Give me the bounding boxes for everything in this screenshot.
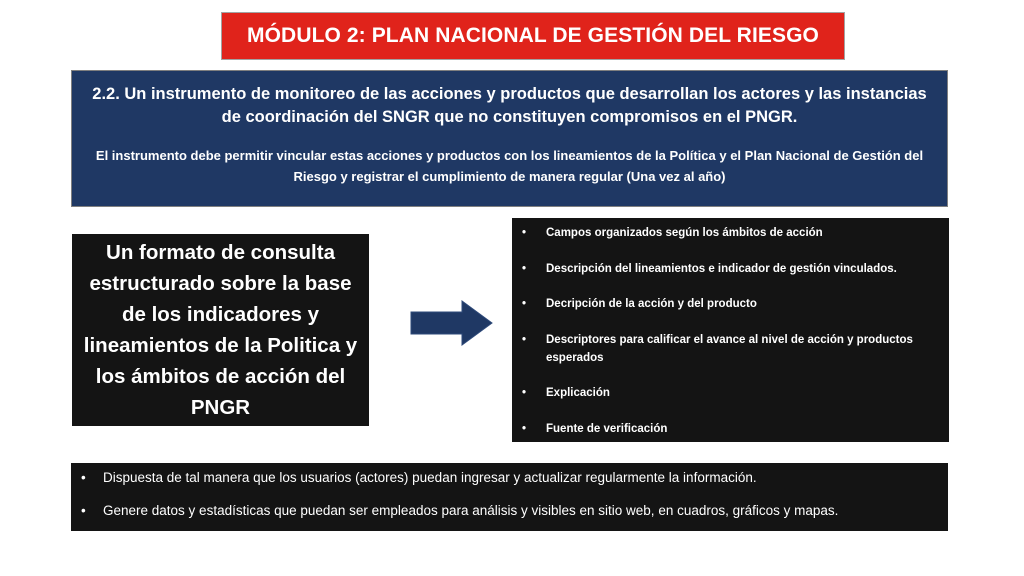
bullet-icon: • [522, 422, 527, 435]
fields-list-panel [512, 218, 949, 442]
bullet-icon: • [522, 262, 527, 275]
bullet-icon: • [81, 470, 86, 485]
list-item: • Campos organizados según los ámbitos de acción [520, 224, 939, 242]
section-body: El instrumento debe permitir vincular estas acciones y productos con los lineamientos de la Política y el Plan Nacional de Gestión del Riesgo y registrar el cumplimiento de manera regular (Una vez al año) [95, 148, 924, 184]
requirements-list [79, 467, 940, 521]
bullet-icon: • [522, 227, 527, 239]
list-item: • Descriptores para calificar el avance al nivel de acción y productos esperados [520, 331, 939, 367]
list-item: • Explicación [520, 384, 939, 402]
consultation-format-text: Un formato de consulta estructurado sobre la base de los indicadores y lineamientos de la Politica y los ámbitos de acción del PNGR [83, 241, 358, 419]
requirements-panel [71, 463, 948, 531]
slide-title-banner [221, 12, 845, 60]
bullet-icon: • [522, 387, 527, 399]
bullet-icon: • [522, 298, 527, 310]
bullet-icon: • [522, 333, 527, 346]
list-item: • Fuente de verificación [520, 420, 939, 438]
list-item: • Genere datos y estadísticas que puedan ser empleados para análisis y visibles en sitio web, en cuadros, gráficos y mapas. [79, 500, 940, 521]
list-item: • Dispuesta de tal manera que los usuarios (actores) puedan ingresar y actualizar regularmente la información. [79, 467, 940, 488]
right-arrow-icon [410, 300, 494, 346]
section-panel [71, 70, 948, 207]
list-item: • Decripción de la acción y del producto [520, 295, 939, 313]
fields-list [520, 224, 939, 438]
section-heading: 2.2. Un instrumento de monitoreo de las acciones y productos que desarrollan los actores y las instancias de coordinación del SNGR que no constituyen compromisos en el PNGR. [92, 85, 927, 126]
slide-title: MÓDULO 2: PLAN NACIONAL DE GESTIÓN DEL RIESGO [247, 24, 819, 47]
consultation-format-box [72, 234, 369, 426]
bullet-icon: • [81, 503, 86, 518]
list-item: • Descripción del lineamientos e indicador de gestión vinculados. [520, 260, 939, 278]
